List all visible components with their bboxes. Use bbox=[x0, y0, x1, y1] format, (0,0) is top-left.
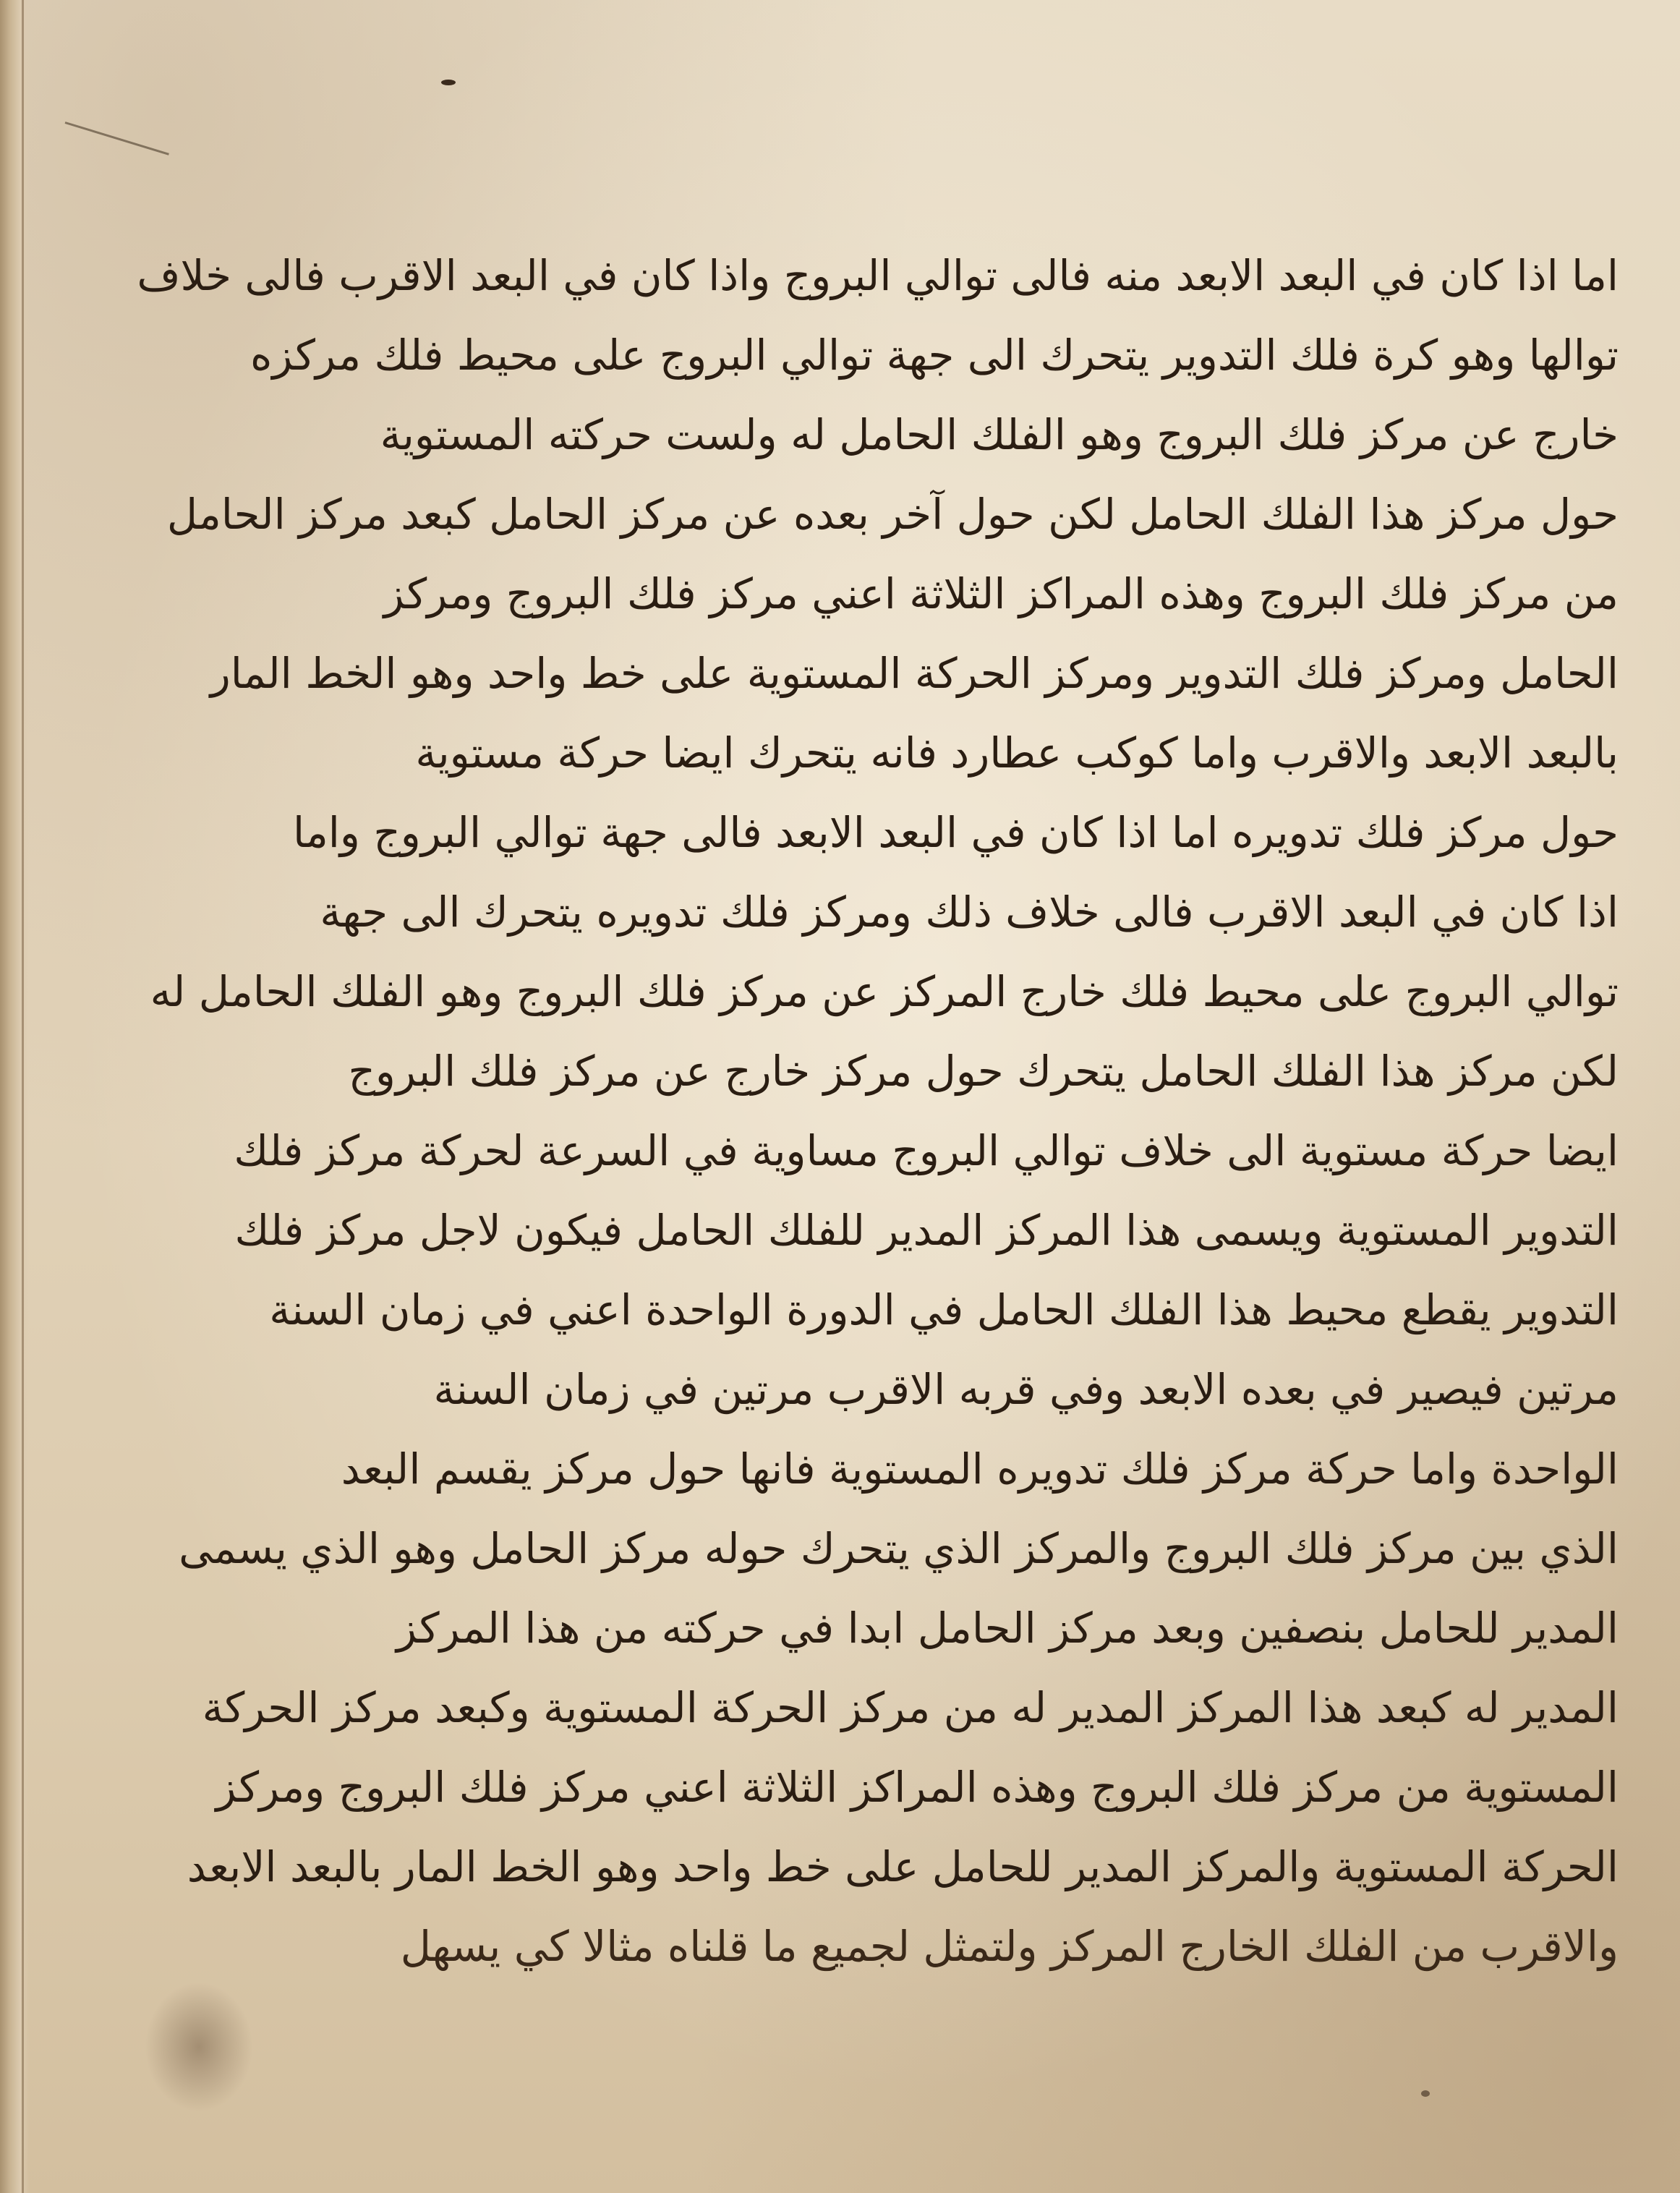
manuscript-line-15: مرتين فيصير في بعده الابعد وفي قربه الاقرب مرتين في زمان السنة bbox=[433, 1365, 1619, 1414]
manuscript-line-16: الواحدة واما حركة مركز فلك تدويره المستوية فانها حول مركز يقسم البعد bbox=[341, 1444, 1619, 1494]
manuscript-line-4: حول مركز هذا الفلك الحامل لكن حول آخر بعده عن مركز الحامل كبعد مركز الحامل bbox=[166, 490, 1619, 539]
ink-stroke bbox=[65, 122, 169, 156]
manuscript-line-17: الذي بين مركز فلك البروج والمركز الذي يتحرك حوله مركز الحامل وهو الذي يسمى bbox=[179, 1524, 1619, 1573]
ink-mark bbox=[1421, 2090, 1430, 2097]
manuscript-line-21: الحركة المستوية والمركز المدير للحامل على خط واحد وهو الخط المار بالبعد الابعد bbox=[187, 1842, 1619, 1891]
manuscript-line-11: لكن مركز هذا الفلك الحامل يتحرك حول مركز خارج عن مركز فلك البروج bbox=[348, 1047, 1619, 1096]
ink-mark bbox=[441, 80, 456, 85]
manuscript-line-22: والاقرب من الفلك الخارج المركز ولتمثل لجميع ما قلناه مثالا كي يسهل bbox=[400, 1922, 1619, 1971]
manuscript-line-19: المدير له كبعد هذا المركز المدير له من مركز الحركة المستوية وكبعد مركز الحركة bbox=[202, 1683, 1619, 1732]
manuscript-line-14: التدوير يقطع محيط هذا الفلك الحامل في الدورة الواحدة اعني في زمان السنة bbox=[269, 1285, 1619, 1334]
manuscript-line-18: المدير للحامل بنصفين وبعد مركز الحامل ابدا في حركته من هذا المركز bbox=[396, 1604, 1619, 1653]
manuscript-line-13: التدوير المستوية ويسمى هذا المركز المدير للفلك الحامل فيكون لاجل مركز فلك bbox=[234, 1206, 1619, 1255]
manuscript-line-10: توالي البروج على محيط فلك خارج المركز عن مركز فلك البروج وهو الفلك الحامل له bbox=[150, 967, 1619, 1016]
manuscript-line-1: اما اذا كان في البعد الابعد منه فالى توالي البروج واذا كان في البعد الاقرب فالى خلاف bbox=[137, 251, 1619, 300]
manuscript-line-2: توالها وهو كرة فلك التدوير يتحرك الى جهة توالي البروج على محيط فلك مركزه bbox=[250, 331, 1619, 380]
manuscript-line-6: الحامل ومركز فلك التدوير ومركز الحركة المستوية على خط واحد وهو الخط المار bbox=[210, 649, 1619, 698]
manuscript-line-20: المستوية من مركز فلك البروج وهذه المراكز الثلاثة اعني مركز فلك البروج ومركز bbox=[216, 1763, 1619, 1812]
binding-edge bbox=[0, 0, 29, 2193]
manuscript-line-3: خارج عن مركز فلك البروج وهو الفلك الحامل له ولست حركته المستوية bbox=[380, 410, 1619, 459]
text-block bbox=[64, 239, 1619, 2061]
manuscript-line-8: حول مركز فلك تدويره اما اذا كان في البعد الابعد فالى جهة توالي البروج واما bbox=[293, 808, 1619, 857]
fold-line bbox=[22, 0, 24, 2193]
manuscript-line-7: بالبعد الابعد والاقرب واما كوكب عطارد فانه يتحرك ايضا حركة مستوية bbox=[415, 728, 1619, 778]
manuscript-line-9: اذا كان في البعد الاقرب فالى خلاف ذلك ومركز فلك تدويره يتحرك الى جهة bbox=[320, 887, 1619, 937]
manuscript-line-12: ايضا حركة مستوية الى خلاف توالي البروج مساوية في السرعة لحركة مركز فلك bbox=[234, 1126, 1619, 1175]
manuscript-line-5: من مركز فلك البروج وهذه المراكز الثلاثة اعني مركز فلك البروج ومركز bbox=[383, 569, 1619, 618]
